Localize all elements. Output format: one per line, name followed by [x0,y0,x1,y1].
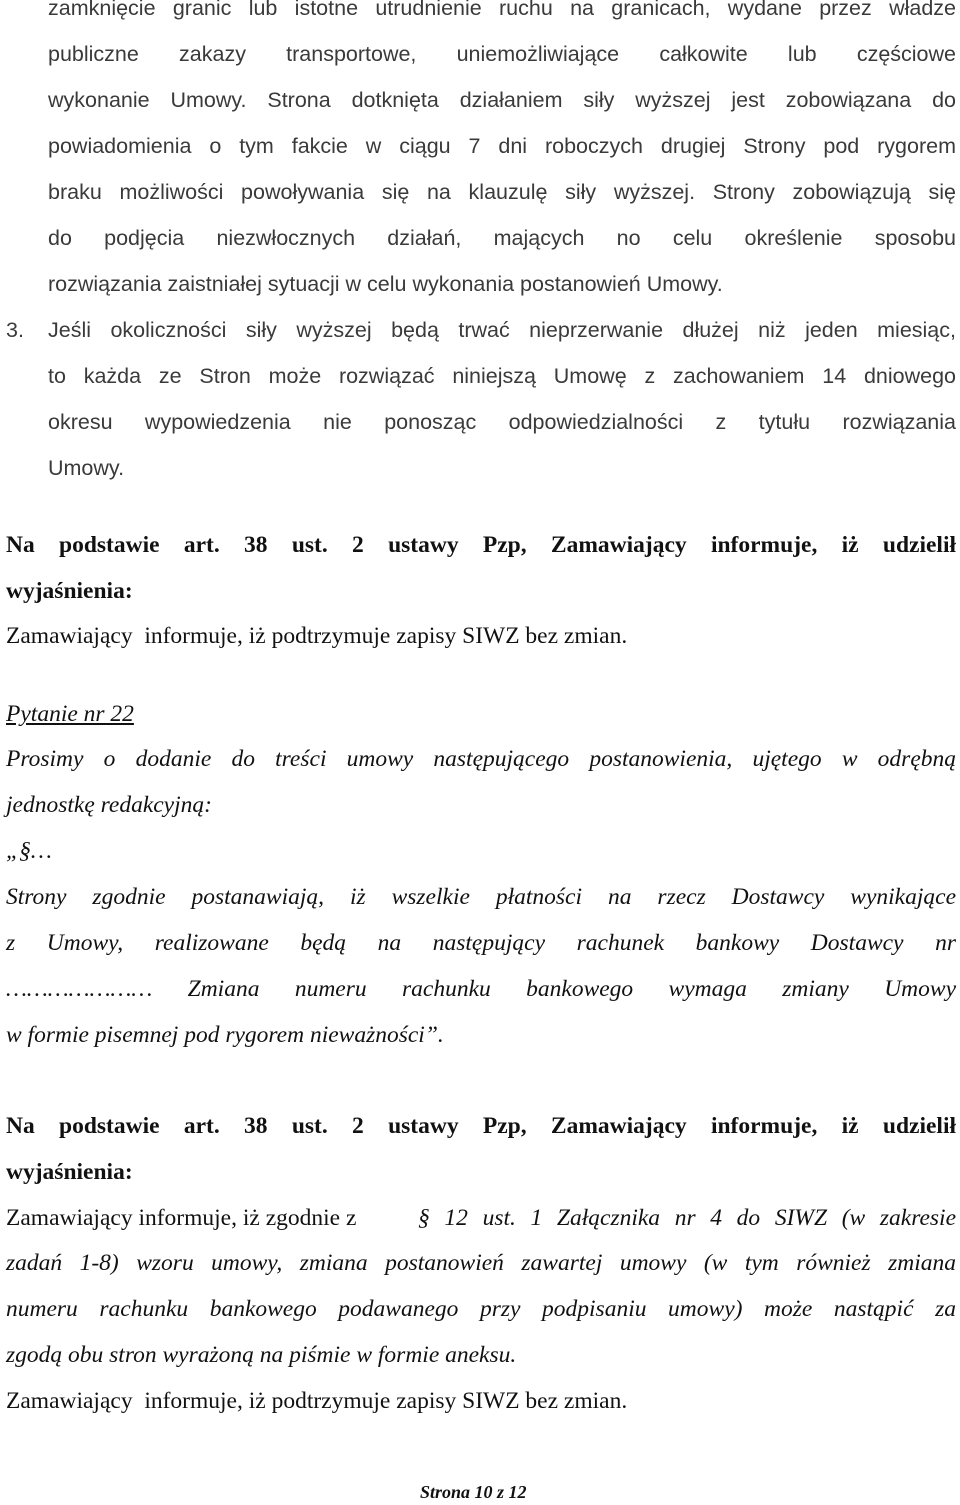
answer-2-heading-line-2: wyjaśnienia: [6,1159,133,1185]
paragraph-2-line-1: Jeśli okoliczności siły wyższej będą trwać nieprzerwanie dłużej niż jeden miesiąc, [48,318,956,342]
question-22-line-3: „§… [6,838,52,864]
answer-2-line-2: zadań 1-8) wzoru umowy, zmiana postanowień zawartej umowy (w tym również zmiana [6,1250,956,1276]
answer-2-line-1-italic: § 12 ust. 1 Załącznika nr 4 do SIWZ (w zakresie [418,1205,956,1231]
answer-1-heading-line-1: Na podstawie art. 38 ust. 2 ustawy Pzp, Zamawiający informuje, iż udzielił [6,532,956,558]
paragraph-1-line-2: publiczne zakazy transportowe, uniemożliwiające całkowite lub częściowe [48,42,956,66]
question-22-line-6: ………………… Zmiana numeru rachunku bankowego wymaga zmiany Umowy [6,976,956,1002]
paragraph-1-line-6: do podjęcia niezwłocznych działań, mających no celu określenie sposobu [48,226,956,250]
answer-1-heading-line-2: wyjaśnienia: [6,578,133,604]
answer-2-line-1-prefix: Zamawiający informuje, iż zgodnie z [6,1205,357,1231]
paragraph-1-line-3: wykonanie Umowy. Strona dotknięta działaniem siły wyższej jest zobowiązana do [48,88,956,112]
answer-1-text: Zamawiający informuje, iż podtrzymuje zapisy SIWZ bez zmian. [6,623,628,649]
question-22-line-1: Prosimy o dodanie do treści umowy następującego postanowienia, ujętego w odrębną [6,746,956,772]
answer-2-closing: Zamawiający informuje, iż podtrzymuje zapisy SIWZ bez zmian. [6,1388,628,1414]
paragraph-1-line-4: powiadomienia o tym fakcie w ciągu 7 dni roboczych drugiej Strony pod rygorem [48,134,956,158]
paragraph-1-line-5: braku możliwości powoływania się na klauzulę siły wyższej. Strony zobowiązują się [48,180,956,204]
answer-2-heading-line-1: Na podstawie art. 38 ust. 2 ustawy Pzp, Zamawiający informuje, iż udzielił [6,1113,956,1139]
answer-2-line-3: numeru rachunku bankowego podawanego przy podpisaniu umowy) może nastąpić za [6,1296,956,1322]
question-22-title: Pytanie nr 22 [6,701,134,727]
paragraph-1-line-1: zamknięcie granic lub istotne utrudnienie ruchu na granicach, wydane przez władze [48,0,956,20]
answer-2-line-4: zgodą obu stron wyrażoną na piśmie w formie aneksu. [6,1342,517,1368]
question-22-line-2: jednostkę redakcyjną: [6,792,212,818]
question-22-line-4: Strony zgodnie postanawiają, iż wszelkie płatności na rzecz Dostawcy wynikające [6,884,956,910]
paragraph-2-line-3: okresu wypowiedzenia nie ponosząc odpowiedzialności z tytułu rozwiązania [48,410,956,434]
paragraph-2-number: 3. [6,318,24,342]
paragraph-2-line-4: Umowy. [48,456,125,480]
question-22-line-5: z Umowy, realizowane będą na następujący rachunek bankowy Dostawcy nr [6,930,956,956]
page-number-footer: Strona 10 z 12 [420,1482,527,1502]
paragraph-2-line-2: to każda ze Stron może rozwiązać niniejszą Umowę z zachowaniem 14 dniowego [48,364,956,388]
paragraph-1-line-7: rozwiązania zaistniałej sytuacji w celu wykonania postanowień Umowy. [48,272,723,296]
question-22-line-7: w formie pisemnej pod rygorem nieważności”. [6,1022,444,1048]
